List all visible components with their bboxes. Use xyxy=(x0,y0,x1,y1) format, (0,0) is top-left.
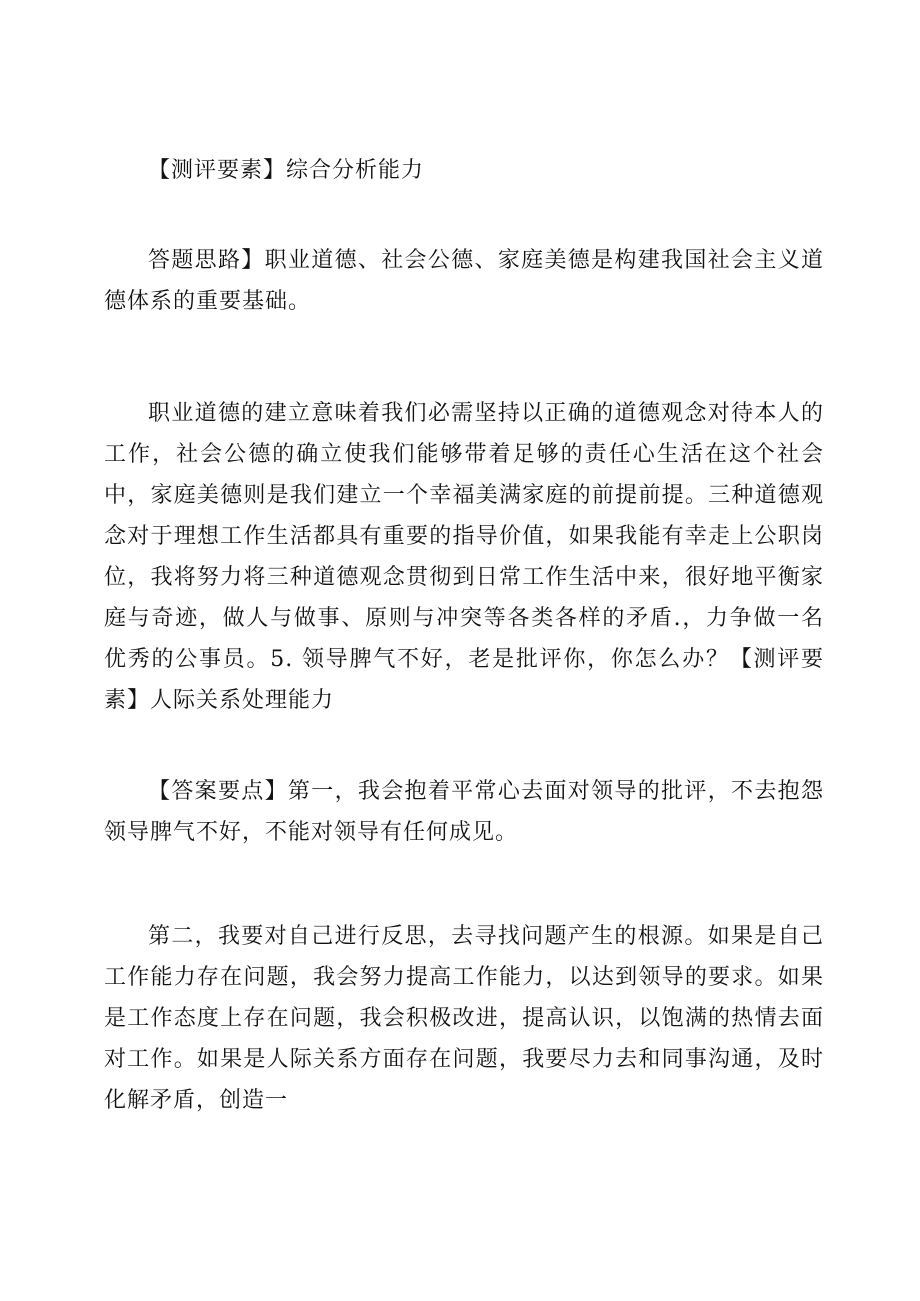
paragraph-professional-ethics: 职业道德的建立意味着我们必需坚持以正确的道德观念对待本人的工作，社会公德的确立使我们能够带着足够的责任心生活在这个社会中，家庭美德则是我们建立一个幸福美满家庭的前提前提。三种道德观念对于理想工作生活都具有重要的指导价值，如果我能有幸走上公职岗位，我将努力将三种道德观念贯彻到日常工作生活中来，很好地平衡家庭与奇迹，做人与做事、原则与冲突等各类各样的矛盾.，力争做一名优秀的公事员。5. 领导脾气不好，老是批评你，你怎么办？【测评要素】人际关系处理能力 xyxy=(104,401,824,713)
paragraph-assessment-element: 【测评要素】综合分析能力 xyxy=(148,158,425,183)
paragraph-answer-points: 【答案要点】第一，我会抱着平常心去面对领导的批评，不去抱怨领导脾气不好，不能对领导有任何成见。 xyxy=(104,779,824,845)
paragraph-second-point: 第二，我要对自己进行反思，去寻找问题产生的根源。如果是自己工作能力存在问题，我会努力提高工作能力，以达到领导的要求。如果是工作态度上存在问题，我会积极改进，提高认识，以饱满的热情去面对工作。如果是人际关系方面存在问题，我要尽力去和同事沟通，及时化解矛盾，创造一 xyxy=(104,924,824,1113)
paragraph-answer-approach: 答题思路】职业道德、社会公德、家庭美德是构建我国社会主义道德体系的重要基础。 xyxy=(104,248,824,314)
